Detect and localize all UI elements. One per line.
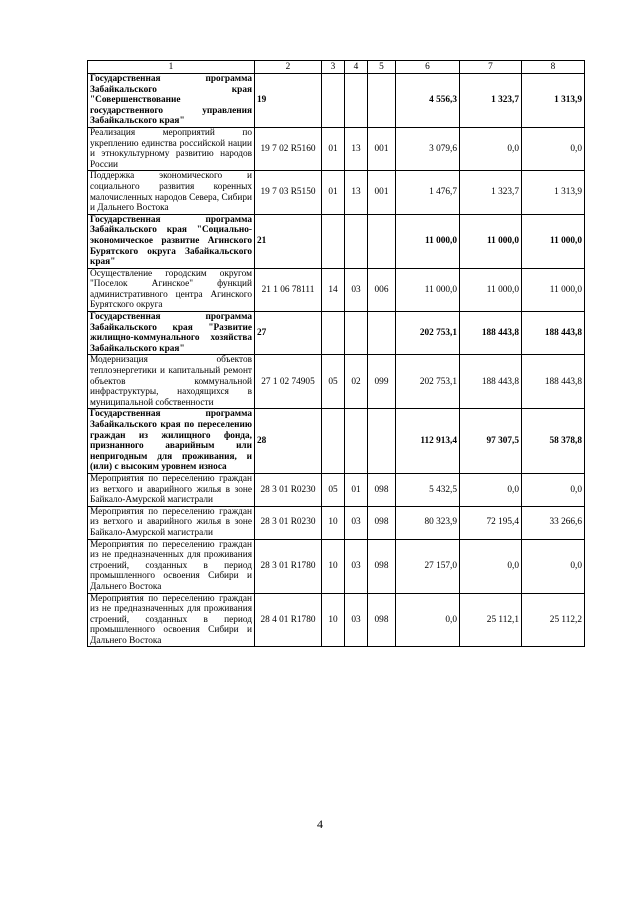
cell-amount-year-3: 1 313,9: [522, 171, 585, 214]
cell-expense-type: 006: [368, 268, 396, 311]
cell-target-code: 28 4 01 R1780: [255, 593, 322, 647]
cell-target-code: 27 1 02 74905: [255, 355, 322, 409]
cell-amount-year-3: 0,0: [522, 473, 585, 506]
cell-amount-year-2: 72 195,4: [460, 506, 522, 539]
column-header: 4: [345, 61, 368, 74]
cell-section: 10: [322, 593, 345, 647]
cell-expense-type: 001: [368, 127, 396, 170]
cell-amount-year-3: 188 443,8: [522, 312, 585, 355]
cell-amount-year-3: 11 000,0: [522, 214, 585, 268]
cell-amount-year-2: 0,0: [460, 473, 522, 506]
cell-section: 10: [322, 506, 345, 539]
cell-target-code: 19: [255, 74, 322, 128]
cell-subsection: [345, 214, 368, 268]
cell-expense-type: [368, 214, 396, 268]
cell-amount-year-1: 80 323,9: [396, 506, 460, 539]
cell-target-code: 27: [255, 312, 322, 355]
cell-section: [322, 74, 345, 128]
cell-subsection: 03: [345, 539, 368, 593]
cell-expense-type: [368, 409, 396, 474]
cell-amount-year-3: 0,0: [522, 539, 585, 593]
column-header: 6: [396, 61, 460, 74]
cell-item-name: Мероприятия по переселению граждан из не предназначенных для проживания строений, созданных в период промышленного освоения Сибири и Дальнего Востока: [88, 593, 255, 647]
cell-amount-year-2: 1 323,7: [460, 74, 522, 128]
cell-target-code: 19 7 03 R5150: [255, 171, 322, 214]
cell-amount-year-1: 27 157,0: [396, 539, 460, 593]
cell-amount-year-1: 5 432,5: [396, 473, 460, 506]
cell-target-code: 19 7 02 R5160: [255, 127, 322, 170]
cell-amount-year-1: 11 000,0: [396, 268, 460, 311]
cell-expense-type: [368, 74, 396, 128]
cell-section: 01: [322, 171, 345, 214]
cell-target-code: 21: [255, 214, 322, 268]
cell-amount-year-1: 3 079,6: [396, 127, 460, 170]
column-header: 2: [255, 61, 322, 74]
cell-amount-year-3: 188 443,8: [522, 355, 585, 409]
table-row: [88, 127, 585, 170]
cell-subsection: [345, 74, 368, 128]
table-row: [88, 171, 585, 214]
cell-section: 05: [322, 473, 345, 506]
cell-target-code: 28 3 01 R0230: [255, 473, 322, 506]
cell-subsection: 13: [345, 127, 368, 170]
cell-expense-type: 098: [368, 506, 396, 539]
cell-section: 14: [322, 268, 345, 311]
cell-target-code: 28 3 01 R0230: [255, 506, 322, 539]
cell-target-code: 28 3 01 R1780: [255, 539, 322, 593]
cell-target-code: 28: [255, 409, 322, 474]
table-row: [88, 74, 585, 128]
cell-amount-year-1: 11 000,0: [396, 214, 460, 268]
table-row: [88, 312, 585, 355]
cell-expense-type: 001: [368, 171, 396, 214]
cell-section: 05: [322, 355, 345, 409]
cell-amount-year-3: 25 112,2: [522, 593, 585, 647]
cell-item-name: Государственная программа Забайкальского края "Социально-экономическое развитие Агинского Бурятского округа Забайкальского края": [88, 214, 255, 268]
column-header: 8: [522, 61, 585, 74]
cell-amount-year-2: 188 443,8: [460, 312, 522, 355]
page-number: 4: [317, 817, 323, 831]
cell-item-name: Реализация мероприятий по укреплению единства российской нации и этнокультурному развитию народов России: [88, 127, 255, 170]
table-row: [88, 268, 585, 311]
cell-expense-type: [368, 312, 396, 355]
cell-section: [322, 312, 345, 355]
column-header: 1: [88, 61, 255, 74]
cell-target-code: 21 1 06 78111: [255, 268, 322, 311]
cell-amount-year-1: 112 913,4: [396, 409, 460, 474]
cell-item-name: Мероприятия по переселению граждан из ветхого и аварийного жилья в зоне Байкало-Амурской магистрали: [88, 506, 255, 539]
cell-section: [322, 214, 345, 268]
cell-section: [322, 409, 345, 474]
cell-item-name: Поддержка экономического и социального развития коренных малочисленных народов Севера, Сибири и Дальнего Востока: [88, 171, 255, 214]
table-body: [88, 61, 585, 647]
cell-item-name: Государственная программа Забайкальского края "Совершенствование государственного управления Забайкальского края": [88, 74, 255, 128]
cell-subsection: 02: [345, 355, 368, 409]
cell-subsection: [345, 409, 368, 474]
cell-amount-year-3: 33 266,6: [522, 506, 585, 539]
table-row: [88, 214, 585, 268]
table-row: [88, 473, 585, 506]
cell-amount-year-2: 1 323,7: [460, 171, 522, 214]
cell-subsection: 03: [345, 268, 368, 311]
cell-expense-type: 099: [368, 355, 396, 409]
cell-expense-type: 098: [368, 539, 396, 593]
cell-subsection: 03: [345, 506, 368, 539]
column-header: 5: [368, 61, 396, 74]
table-header-row: [88, 61, 585, 74]
cell-subsection: 01: [345, 473, 368, 506]
cell-amount-year-3: 58 378,8: [522, 409, 585, 474]
cell-item-name: Государственная программа Забайкальского края "Развитие жилищно-коммунального хозяйства Забайкальского края": [88, 312, 255, 355]
cell-amount-year-2: 11 000,0: [460, 214, 522, 268]
cell-expense-type: 098: [368, 473, 396, 506]
table-row: [88, 539, 585, 593]
cell-amount-year-3: 0,0: [522, 127, 585, 170]
cell-amount-year-2: 97 307,5: [460, 409, 522, 474]
cell-amount-year-2: 25 112,1: [460, 593, 522, 647]
cell-item-name: Государственная программа Забайкальского края по переселению граждан из жилищного фонда, признанного аварийным или непригодным для проживания, и (или) с высоким уровнем износа: [88, 409, 255, 474]
cell-section: 01: [322, 127, 345, 170]
cell-item-name: Мероприятия по переселению граждан из не предназначенных для проживания строений, созданных в период промышленного освоения Сибири и Дальнего Востока: [88, 539, 255, 593]
cell-expense-type: 098: [368, 593, 396, 647]
cell-amount-year-2: 11 000,0: [460, 268, 522, 311]
cell-amount-year-1: 202 753,1: [396, 312, 460, 355]
cell-subsection: 13: [345, 171, 368, 214]
cell-amount-year-1: 4 556,3: [396, 74, 460, 128]
cell-amount-year-3: 11 000,0: [522, 268, 585, 311]
cell-amount-year-3: 1 313,9: [522, 74, 585, 128]
cell-amount-year-1: 0,0: [396, 593, 460, 647]
table-row: [88, 593, 585, 647]
cell-item-name: Мероприятия по переселению граждан из ветхого и аварийного жилья в зоне Байкало-Амурской магистрали: [88, 473, 255, 506]
cell-amount-year-2: 0,0: [460, 127, 522, 170]
cell-section: 10: [322, 539, 345, 593]
cell-subsection: 03: [345, 593, 368, 647]
cell-subsection: [345, 312, 368, 355]
table-row: [88, 355, 585, 409]
cell-item-name: Осуществление городским округом "Поселок Агинское" функций административного центра Агинского Бурятского округа: [88, 268, 255, 311]
cell-amount-year-1: 202 753,1: [396, 355, 460, 409]
table-row: [88, 409, 585, 474]
cell-item-name: Модернизация объектов теплоэнергетики и капитальный ремонт объектов коммунальной инфраструктуры, находящихся в муниципальной собственности: [88, 355, 255, 409]
column-header: 7: [460, 61, 522, 74]
column-header: 3: [322, 61, 345, 74]
budget-table: [87, 60, 585, 647]
cell-amount-year-2: 0,0: [460, 539, 522, 593]
cell-amount-year-2: 188 443,8: [460, 355, 522, 409]
table-row: [88, 506, 585, 539]
cell-amount-year-1: 1 476,7: [396, 171, 460, 214]
